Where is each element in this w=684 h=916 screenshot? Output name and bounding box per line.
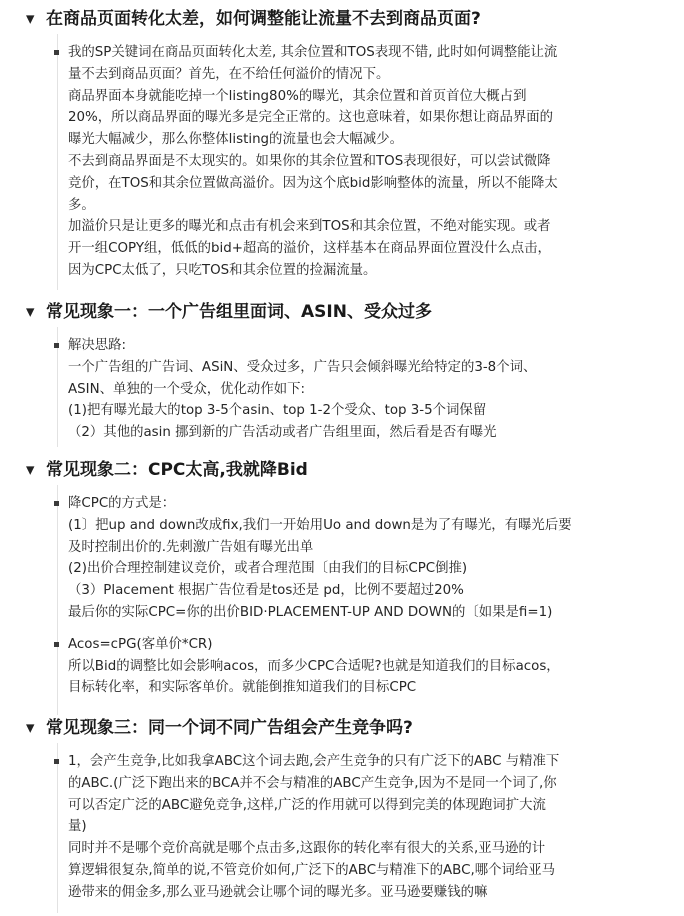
indent-guide-line <box>57 34 58 290</box>
list-item <box>68 493 668 624</box>
section-heading-row <box>0 713 684 743</box>
text-line: 我的SP关键词在商品页面转化太差, 其余位置和TOS表现不错, 此时如何调整能让流 <box>68 45 558 60</box>
text-line: 逊带来的佣金多,那么亚马逊就会让哪个词的曝光多。亚马逊要赚钱的嘛 <box>68 884 488 900</box>
section-2 <box>0 297 684 444</box>
list-item <box>68 42 668 282</box>
section-heading-row <box>0 297 684 327</box>
list-item <box>68 751 668 904</box>
collapse-triangle-icon[interactable]: ▼ <box>26 463 35 477</box>
text-line: 降CPC的方式是： <box>68 496 176 511</box>
text-line: Acos=cPG(客单价*CR) <box>68 636 213 652</box>
list-item <box>68 335 668 444</box>
indent-guide-line <box>57 485 58 715</box>
section-1 <box>0 4 684 282</box>
text-line: 同时并不是哪个竞价高就是哪个点击多,这跟你的转化率有很大的关系,亚马逊的计 <box>68 841 546 857</box>
text-line: 多。 <box>68 197 95 213</box>
text-line: 的ABC.(广泛下跑出来的BCA并不会与精准的ABC产生竞争,因为不是同一个词了,你 <box>68 775 557 791</box>
indent-guide-line <box>57 743 58 913</box>
text-line: （3）Placement 根据广告位看是tos还是 pd，比例不要超过20% <box>68 583 464 599</box>
bullet-icon <box>54 642 59 647</box>
text-line: 开一组COPY组，低低的bid+超高的溢价，这样基本在商品界面位置没什么点击， <box>68 241 551 257</box>
text-line: 量不去到商品页面？首先，在不给任何溢价的情况下。 <box>68 66 390 82</box>
text-line: ASIN、单独的一个受众，优化动作如下: <box>68 381 305 397</box>
text-line: 不去到商品界面是不太现实的。如果你的其余位置和TOS表现很好，可以尝试微降 <box>68 153 551 169</box>
text-line: 商品界面本身就能吃掉一个listing80%的曝光，其余位置和首页首位大概占到 <box>68 88 527 104</box>
section-heading: 在商品页面转化太差，如何调整能让流量不去到商品页面? <box>46 9 481 29</box>
section-heading: 常见现象三：同一个词不同广告组会产生竞争吗? <box>46 718 413 738</box>
text-line: 一个广告组的广告词、ASiN、受众过多，广告只会倾斜曝光给特定的3-8个词、 <box>68 359 537 375</box>
section-3 <box>0 455 684 699</box>
collapse-triangle-icon[interactable]: ▼ <box>26 12 35 26</box>
list-item <box>68 634 668 699</box>
text-line: （2）其他的asin 挪到新的广告活动或者广告组里面，然后看是否有曝光 <box>68 425 497 441</box>
text-line: 1，会产生竞争,比如我拿ABC这个词去跑,会产生竞争的只有广泛下的ABC 与精准下 <box>68 754 560 769</box>
text-line: 曝光大幅减少，那么你整体listing的流量也会大幅减少。 <box>68 132 403 148</box>
section-heading: 常见现象二：CPC太高,我就降Bid <box>46 460 308 480</box>
section-heading-row <box>0 4 684 34</box>
text-line: 解决思路: <box>68 338 127 353</box>
collapse-triangle-icon[interactable]: ▼ <box>26 721 35 735</box>
bullet-icon <box>54 501 59 506</box>
bullet-icon <box>54 759 59 764</box>
section-4 <box>0 713 684 904</box>
text-line: (1)把有曝光最大的top 3-5个asin、top 1-2个受众、top 3-5个词保留 <box>68 403 487 419</box>
text-line: 及时控制出价的.先刺激广告姐有曝光出单 <box>68 539 314 555</box>
text-line: 加溢价只是让更多的曝光和点击有机会来到TOS和其余位置，不绝对能实现。或者 <box>68 219 551 235</box>
collapse-triangle-icon[interactable]: ▼ <box>26 305 35 319</box>
text-line: 算逻辑很复杂,简单的说,不管竞价如何,广泛下的ABC与精准下的ABC,哪个词给亚马 <box>68 862 556 878</box>
section-heading-row <box>0 455 684 485</box>
text-line: (1〕把up and down改成fix,我们一开始用Uo and down是为了有曝光，有曝光后要 <box>68 517 572 533</box>
text-line: 因为CPC太低了，只吃TOS和其余位置的捡漏流量。 <box>68 262 377 278</box>
text-line: 所以Bid的调整比如会影响acos，而多少CPC合适呢?也就是知道我们的目标acos， <box>68 658 560 674</box>
text-line: (2)出价合理控制建议竞价，或者合理范围〔由我们的目标CPC倒推) <box>68 561 468 577</box>
text-line: 可以否定广泛的ABC避免竞争,这样,广泛的作用就可以得到完美的体现跑词扩大流 <box>68 797 546 813</box>
text-line: 量) <box>68 819 87 835</box>
text-line: 竞价，在TOS和其余位置做高溢价。因为这个底bid影响整体的流量，所以不能降太 <box>68 175 558 191</box>
section-heading: 常见现象一：一个广告组里面词、ASIN、受众过多 <box>46 302 432 322</box>
text-line: 20%，所以商品界面的曝光多是完全正常的。这也意味着，如果你想让商品界面的 <box>68 110 554 126</box>
text-line: 目标转化率，和实际客单价。就能倒推知道我们的目标CPC <box>68 680 417 696</box>
text-line: 最后你的实际CPC=你的出价BID·PLACEMENT-UP AND DOWN的〔如果是fi=1) <box>68 604 553 620</box>
bullet-icon <box>54 343 59 348</box>
bullet-icon <box>54 50 59 55</box>
